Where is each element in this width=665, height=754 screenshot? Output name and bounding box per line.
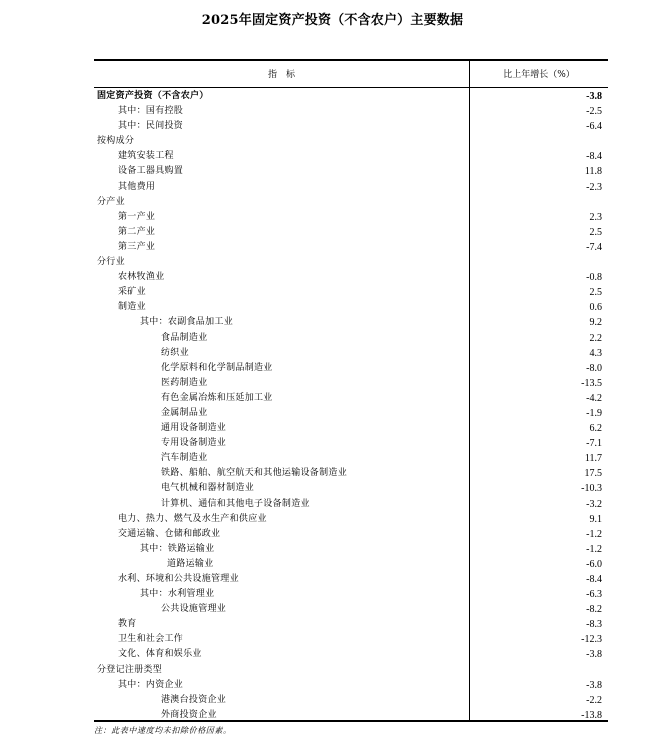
table-row xyxy=(94,285,608,300)
growth-value: -8.4 xyxy=(586,151,602,163)
indicator-label: 外商投资企业 xyxy=(161,709,217,720)
indicator-column-header: 指 标 xyxy=(267,70,295,80)
table-row xyxy=(94,617,608,632)
growth-value: -1.9 xyxy=(586,407,602,419)
table-row xyxy=(94,557,608,572)
indicator-label: 铁路、船舶、航空航天和其他运输设备制造业 xyxy=(161,468,348,479)
table-row xyxy=(94,89,608,104)
indicator-label: 交通运输、仓储和邮政业 xyxy=(118,528,221,539)
indicator-label: 港澳台投资企业 xyxy=(161,694,227,705)
growth-value: 11.7 xyxy=(584,453,602,465)
table-header-rule xyxy=(94,87,608,88)
table-row xyxy=(94,647,608,662)
growth-value: -2.2 xyxy=(586,694,602,706)
growth-value: -3.8 xyxy=(586,679,602,691)
table-row xyxy=(94,481,608,496)
table-row xyxy=(94,300,608,315)
indicator-label: 汽车制造业 xyxy=(161,453,208,464)
table-row xyxy=(94,678,608,693)
growth-value: -13.8 xyxy=(581,709,602,721)
table-row xyxy=(94,331,608,346)
table-row xyxy=(94,436,608,451)
table-row xyxy=(94,225,608,240)
indicator-label: 医药制造业 xyxy=(161,377,208,388)
table-row xyxy=(94,451,608,466)
growth-value: 4.3 xyxy=(589,347,602,359)
growth-value: 9.1 xyxy=(589,513,602,525)
indicator-label: 制造业 xyxy=(118,302,146,313)
growth-value: -6.0 xyxy=(586,558,602,570)
indicator-label: 分产业 xyxy=(97,196,125,207)
growth-value: 2.2 xyxy=(589,332,602,344)
table-row xyxy=(94,104,608,119)
table-row xyxy=(94,466,608,481)
table-top-rule xyxy=(94,59,608,61)
table-row xyxy=(94,255,608,270)
table-row xyxy=(94,376,608,391)
growth-value: -8.3 xyxy=(586,619,602,631)
growth-value: 9.2 xyxy=(589,317,602,329)
indicator-label: 有色金属冶炼和压延加工业 xyxy=(161,392,273,403)
indicator-label: 建筑安装工程 xyxy=(118,151,174,162)
table-row xyxy=(94,572,608,587)
growth-value: -2.3 xyxy=(586,181,602,193)
indicator-label: 其中：内资企业 xyxy=(118,679,184,690)
table-body xyxy=(94,89,608,723)
indicator-label: 分登记注册类型 xyxy=(97,664,163,675)
growth-value: -6.4 xyxy=(586,121,602,133)
indicator-label: 电力、热力、燃气及水生产和供应业 xyxy=(118,513,267,524)
table-row xyxy=(94,497,608,512)
table-row xyxy=(94,663,608,678)
indicator-label: 其中：民间投资 xyxy=(118,121,184,132)
growth-value: 2.3 xyxy=(589,211,602,223)
growth-value: -3.8 xyxy=(586,91,602,102)
table-row xyxy=(94,346,608,361)
table-row xyxy=(94,164,608,179)
table-row xyxy=(94,240,608,255)
table-row xyxy=(94,391,608,406)
page-title: 2025年固定资产投资（不含农户）主要数据 xyxy=(201,13,464,28)
indicator-label: 农林牧渔业 xyxy=(118,272,165,283)
indicator-label: 其他费用 xyxy=(118,181,156,192)
growth-value: 2.5 xyxy=(589,287,602,299)
table-row xyxy=(94,708,608,723)
indicator-label: 其中：铁路运输业 xyxy=(140,543,215,554)
table-row xyxy=(94,119,608,134)
table-row xyxy=(94,406,608,421)
growth-value: -1.2 xyxy=(586,528,602,540)
growth-value: 17.5 xyxy=(584,468,602,480)
table-row xyxy=(94,421,608,436)
indicator-label: 第二产业 xyxy=(118,226,156,237)
indicator-label: 纺织业 xyxy=(161,347,189,358)
indicator-label: 化学原料和化学制品制造业 xyxy=(161,362,273,373)
data-table xyxy=(94,59,608,721)
table-row xyxy=(94,542,608,557)
table-row xyxy=(94,270,608,285)
indicator-label: 其中：农副食品加工业 xyxy=(140,317,234,328)
growth-value: -13.5 xyxy=(581,377,602,389)
table-row xyxy=(94,527,608,542)
indicator-label: 分行业 xyxy=(97,257,125,268)
growth-value: 2.5 xyxy=(589,226,602,238)
growth-value: 11.8 xyxy=(584,166,602,178)
table-row xyxy=(94,602,608,617)
table-footnote: 注：此表中速度均未扣除价格因素。 xyxy=(94,726,232,735)
growth-value: -7.1 xyxy=(586,438,602,450)
growth-value: -2.5 xyxy=(586,106,602,118)
growth-value: -8.2 xyxy=(586,604,602,616)
table-row xyxy=(94,210,608,225)
table-row xyxy=(94,315,608,330)
indicator-label: 按构成分 xyxy=(97,136,135,147)
table-row xyxy=(94,149,608,164)
table-row xyxy=(94,512,608,527)
growth-value: -10.3 xyxy=(581,483,602,495)
growth-value: -3.8 xyxy=(586,649,602,661)
indicator-label: 计算机、通信和其他电子设备制造业 xyxy=(161,498,310,509)
indicator-label: 食品制造业 xyxy=(161,332,208,343)
growth-value: -4.2 xyxy=(586,392,602,404)
indicator-label: 采矿业 xyxy=(118,287,146,298)
indicator-label: 道路运输业 xyxy=(167,558,214,569)
table-row xyxy=(94,134,608,149)
indicator-label: 专用设备制造业 xyxy=(161,438,227,449)
indicator-label: 卫生和社会工作 xyxy=(118,634,184,645)
growth-value: 6.2 xyxy=(589,423,602,435)
indicator-label: 电气机械和器材制造业 xyxy=(161,483,255,494)
indicator-label: 其中：水利管理业 xyxy=(140,589,215,600)
growth-value: -6.3 xyxy=(586,589,602,601)
indicator-label: 第三产业 xyxy=(118,241,156,252)
growth-column-header: 比上年增长（%） xyxy=(503,70,575,80)
indicator-label: 水利、环境和公共设施管理业 xyxy=(118,574,239,584)
indicator-label: 通用设备制造业 xyxy=(161,423,227,434)
table-row xyxy=(94,180,608,195)
table-row xyxy=(94,195,608,210)
indicator-label: 设备工器具购置 xyxy=(118,166,184,177)
indicator-label: 第一产业 xyxy=(118,211,156,222)
growth-value: -1.2 xyxy=(586,543,602,555)
indicator-label: 公共设施管理业 xyxy=(161,604,227,615)
indicator-label: 文化、体育和娱乐业 xyxy=(118,649,202,660)
indicator-label: 金属制品业 xyxy=(161,407,208,418)
table-row xyxy=(94,632,608,647)
growth-value: -8.4 xyxy=(586,574,602,585)
growth-value: -8.0 xyxy=(586,362,602,374)
growth-value: 0.6 xyxy=(589,302,602,314)
indicator-label: 固定资产投资（不含农户） xyxy=(97,91,209,101)
growth-value: -12.3 xyxy=(581,634,602,646)
growth-value: -7.4 xyxy=(586,241,602,253)
indicator-label: 教育 xyxy=(118,619,137,630)
table-row xyxy=(94,587,608,602)
indicator-label: 其中：国有控股 xyxy=(118,106,184,117)
growth-value: -3.2 xyxy=(586,498,602,510)
growth-value: -0.8 xyxy=(586,272,602,284)
table-row xyxy=(94,361,608,376)
table-row xyxy=(94,693,608,708)
